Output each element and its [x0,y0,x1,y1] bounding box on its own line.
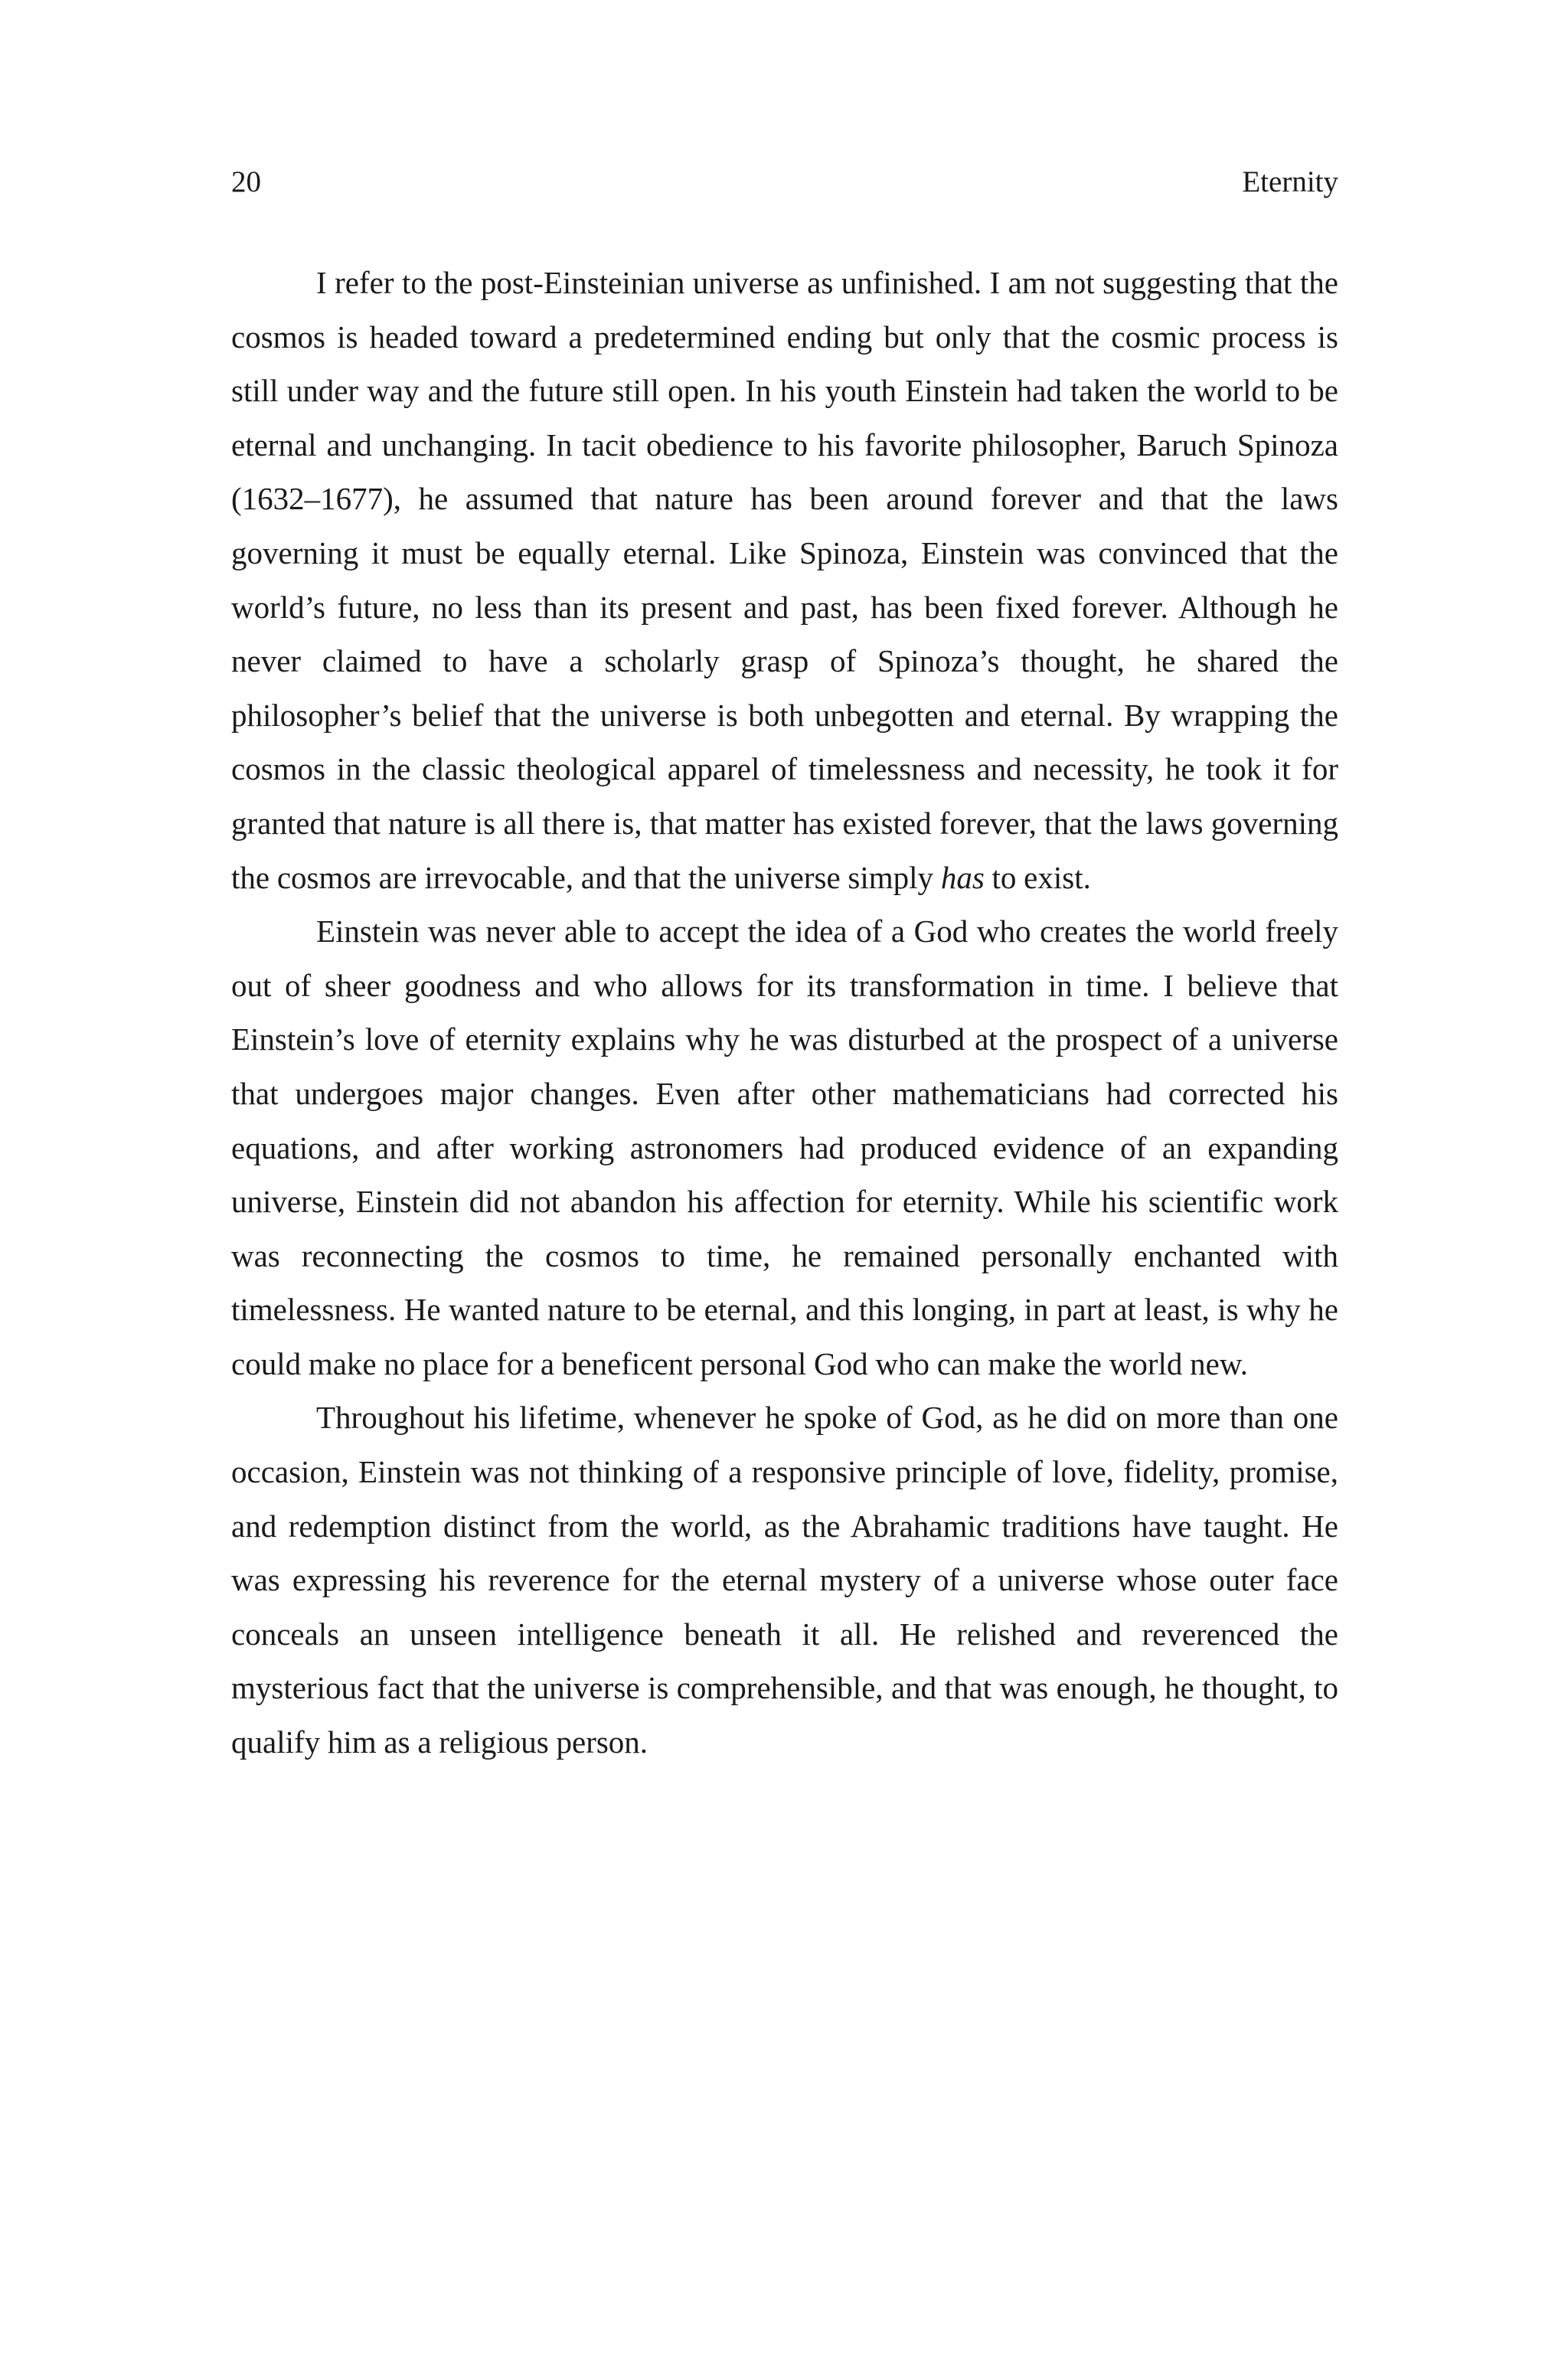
paragraph-1-text-end: to exist. [984,859,1091,895]
paragraph-1 [231,256,1338,904]
paragraph-1-italic: has [940,859,985,895]
running-head [231,159,1338,205]
paragraph-3: Throughout his lifetime, whenever he spoke of God, as he did on more than one occasion, Einstein was not thinking of a responsive principle of love, fidelity, promise, and redemption distinct from the world, as the Abrahamic traditions have taught. He was expressing his reverence for the eternal mystery of a universe whose outer face conceals an unseen intelligence beneath it all. He relished and reverenced the mysterious fact that the universe is comprehensible, and that was enough, he thought, to qualify him as a religious person. [231,1400,1338,1760]
page-number: 20 [231,165,261,198]
body-text [231,256,1338,1770]
paragraph-2: Einstein was never able to accept the idea of a God who creates the world freely out of sheer goodness and who allows for its transformation in time. I believe that Einstein’s love of eternity explains why he was disturbed at the prospect of a universe that undergoes major changes. Even after other mathematicians had corrected his equations, and after working astronomers had produced evidence of an expanding universe, Einstein did not abandon his affection for eternity. While his scientific work was reconnecting the cosmos to time, he remained personally enchanted with timelessness. He wanted nature to be eternal, and this longing, in part at least, is why he could make no place for a beneficent personal God who can make the world new. [231,913,1338,1381]
paragraph-1-text: I refer to the post-Einsteinian universe as unfinished. I am not suggesting that the cosmos is headed toward a predetermined ending but only that the cosmic process is still under way and the future still open. In his youth Einstein had taken the world to be eternal and unchanging. In tacit obedience to his favorite philosopher, Baruch Spinoza (1632–1677), he assumed that nature has been around forever and that the laws governing it must be equally eternal. Like Spinoza, Einstein was convinced that the world’s future, no less than its present and past, has been fixed forever. Although he never claimed to have a scholarly grasp of Spinoza’s thought, he shared the philosopher’s belief that the universe is both unbegotten and eternal. By wrapping the cosmos in the classic theological apparel of timelessness and necessity, he took it for granted that nature is all there is, that matter has existed forever, that the laws governing the cosmos are irrevocable, and that the universe simply [231,265,1338,895]
chapter-title: Eternity [1242,165,1338,198]
